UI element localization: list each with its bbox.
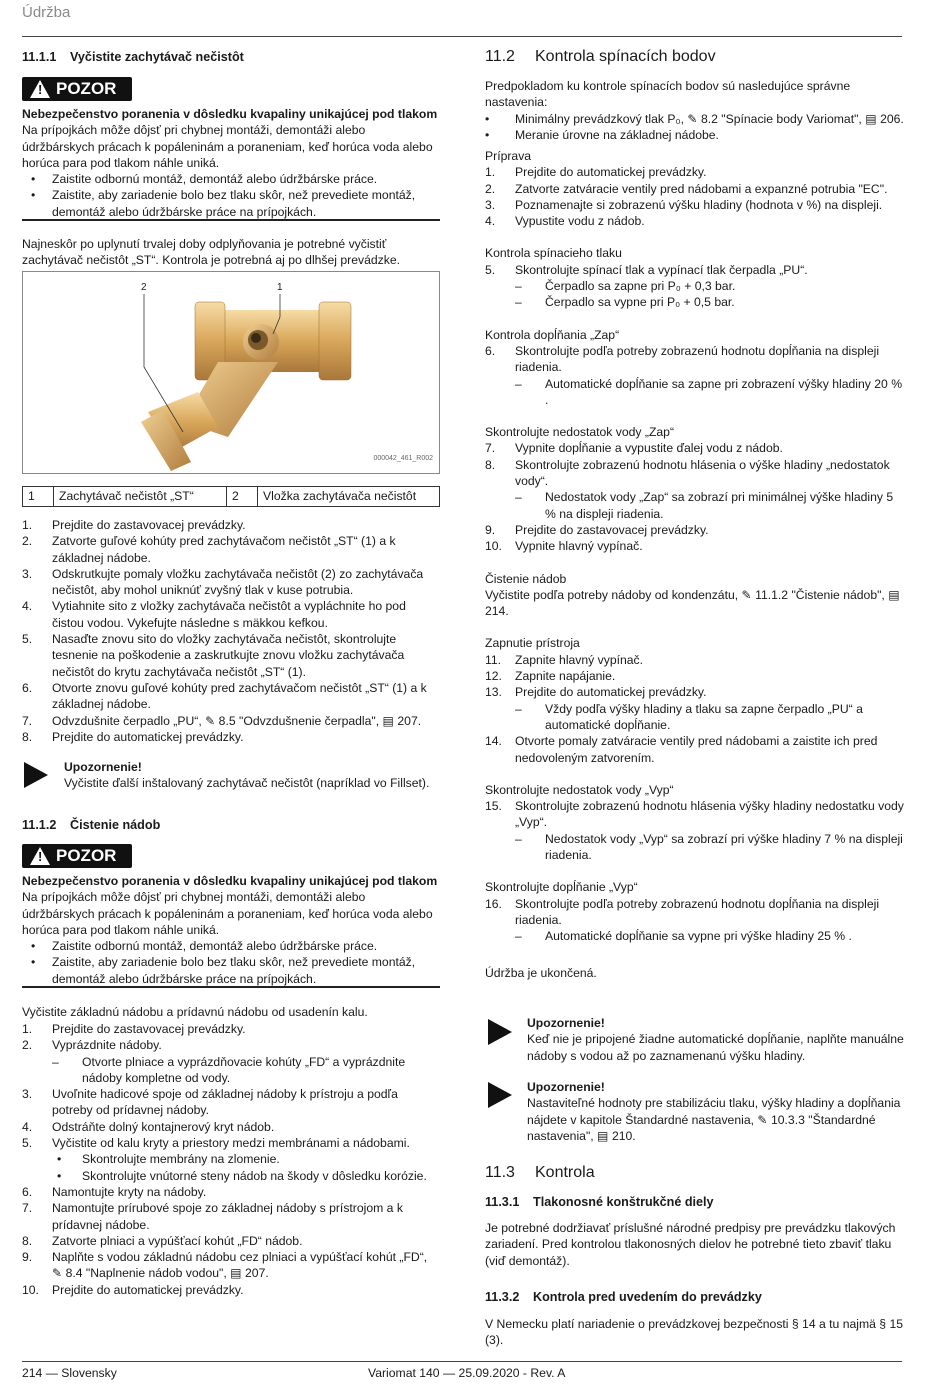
list-item	[485, 668, 905, 684]
warning-rule	[22, 219, 440, 221]
warning-title: Nebezpečenstvo poranenia v dôsledku kvapaliny unikajúcej pod tlakom	[22, 107, 438, 121]
warning-text: Na prípojkách môže dôjsť pri chybnej montáži, demontáži alebo údržbárskych prácach k popáleninám a poraneniam, keď horúca voda alebo horúca para pod tlakom náhle uniká.	[22, 890, 433, 937]
list-item-text: Zatvorte plniaci a vypúšťací kohút „FD“ nádob.	[52, 1233, 303, 1248]
list-item	[22, 1135, 440, 1151]
callout-label: 2	[141, 282, 147, 293]
list-item-number: –	[52, 1054, 59, 1069]
procedure-group	[485, 571, 905, 620]
footer-page-language: 214 — Slovensky	[22, 1366, 117, 1380]
list-item-text: Prejdite do zastavovacej prevádzky.	[52, 518, 246, 532]
note-arrow-icon	[488, 1082, 512, 1108]
section-number: 11.3.1	[485, 1195, 520, 1209]
list-item-text: Prejdite do automatickej prevádzky.	[52, 729, 244, 744]
list-item-number: 13.	[485, 685, 502, 700]
list-item-text: Vypustite vodu z nádob.	[515, 214, 645, 229]
list-item-number: –	[515, 701, 522, 716]
warning-icon: !	[30, 80, 50, 98]
section-heading-11-2	[485, 49, 905, 65]
list-item: • Meranie úrovne na základnej nádobe.	[485, 127, 719, 142]
section-title: Čistenie nádob	[70, 818, 161, 832]
list-item-text: Namontujte kryty na nádoby.	[52, 1184, 207, 1199]
warning-badge	[22, 844, 132, 868]
list-item	[22, 729, 440, 745]
list-item-text: Prejdite do zastavovacej prevádzky.	[52, 1022, 246, 1036]
group-heading: Kontrola dopĺňania „Zap“	[485, 327, 620, 342]
body-paragraph: V Nemecku platí nariadenie o prevádzkovej bezpečnosti § 14 a tu najmä § 15 (3).	[485, 1317, 904, 1348]
list-item	[22, 1184, 440, 1200]
list-item-text: Zapnite hlavný vypínač.	[515, 652, 644, 667]
list-item	[22, 1086, 440, 1119]
list-item: • Zaistite odbornú montáž, demontáž alebo údržbárske práce.	[31, 939, 378, 954]
steps-list	[485, 164, 905, 229]
group-heading: Kontrola spínacieho tlaku	[485, 246, 622, 261]
list-item-text: Prejdite do automatickej prevádzky.	[52, 1282, 244, 1297]
list-item-text: Nasaďte znovu sito do vložky zachytávača nečistôt, skontrolujte tesnenie na poškodenie a zaskrutkujte znovu vložku zachytávača nečistôt do krytu zachytávača nečistôt „ST“ (1).	[52, 632, 405, 679]
legend-number: 1	[23, 487, 54, 507]
list-item-number: 5.	[485, 262, 496, 277]
list-item	[485, 343, 905, 376]
list-item-text: Nedostatok vody „Zap“ sa zobrazí pri minimálnej výške hladiny 5 % na displeji riadenia.	[545, 490, 894, 521]
procedure-group	[485, 245, 905, 310]
steps-list	[485, 652, 905, 766]
steps-list	[485, 440, 905, 554]
section-heading-11-1-2	[22, 817, 440, 833]
list-item-number: 8.	[22, 1233, 33, 1248]
section-heading-11-3	[485, 1165, 905, 1181]
list-item-number: 4.	[22, 1119, 33, 1134]
list-item	[22, 1037, 440, 1053]
intro-paragraph: Najneskôr po uplynutí trvalej doby odplyňovania je potrebné vyčistiť zachytávač nečistôt „ST“. Kontrola je potrebná aj po dlhšej prevádzke.	[22, 237, 401, 268]
list-item	[22, 1054, 440, 1087]
warning-rule	[22, 986, 440, 988]
list-item-number: 8.	[22, 729, 33, 744]
list-item-number: 6.	[22, 680, 33, 695]
section-number: 11.1.1	[22, 50, 57, 64]
list-item-text: Skontrolujte podľa potreby zobrazenú hodnotu dopĺňania na displeji riadenia.	[515, 896, 880, 927]
steps-list	[485, 262, 905, 311]
note-arrow-icon	[24, 762, 48, 788]
list-item-number: 1.	[22, 1022, 33, 1036]
list-item	[22, 598, 440, 631]
list-item	[485, 652, 905, 668]
list-item: • Zaistite, aby zariadenie bolo bez tlaku skôr, než prevediete montáž, demontáž alebo údržbárske práce na prípojkách.	[31, 955, 416, 986]
warning-badge-label: POZOR	[56, 78, 117, 98]
list-item-text: Skontrolujte podľa potreby zobrazenú hodnotu dopĺňania na displeji riadenia.	[515, 343, 880, 375]
list-item-number: 3.	[22, 566, 33, 581]
list-item	[22, 1249, 440, 1282]
list-item-text: Minimálny prevádzkový tlak P₀, ✎ 8.2 "Spínacie body Variomat", ▤ 206.	[515, 111, 904, 126]
list-item-text: Skontrolujte zobrazenú hodnotu hlásenia výšky hladiny nedostatku vody „Vyp“.	[515, 799, 904, 830]
section-number: 11.1.2	[22, 818, 57, 832]
footer-divider	[22, 1361, 902, 1362]
list-item-text: Vždy podľa výšky hladiny a tlaku sa zapne čerpadlo „PU“ a automatické dopĺňanie.	[545, 701, 863, 732]
list-item: • Minimálny prevádzkový tlak P₀, ✎ 8.2 "Spínacie body Variomat", ▤ 206.	[485, 111, 904, 126]
list-item	[485, 733, 905, 766]
list-item-text: Vypnite hlavný vypínač.	[515, 539, 643, 554]
list-item-number: 1.	[22, 518, 33, 532]
list-item	[22, 680, 440, 713]
list-item-text: Otvorte znovu guľové kohúty pred zachytávačom nečistôt „ST“ (1) a k základnej nádobe.	[52, 680, 427, 712]
warning-bullets	[22, 938, 440, 987]
list-item	[22, 1151, 440, 1167]
list-item	[485, 294, 905, 310]
list-item-number: 10.	[22, 1282, 39, 1297]
running-header: Údržba	[22, 4, 71, 21]
list-item-number: 8.	[485, 457, 496, 472]
warning-badge-label: POZOR	[56, 845, 117, 865]
list-item	[485, 181, 905, 197]
list-item	[22, 1233, 440, 1249]
note-text: Vyčistite ďalší inštalovaný zachytávač nečistôt (napríklad vo Fillset).	[64, 776, 430, 791]
list-item	[485, 538, 905, 554]
list-item	[22, 631, 440, 680]
list-item	[485, 928, 905, 944]
list-item-number: 16.	[485, 896, 502, 911]
footer-product-revision: Variomat 140 — 25.09.2020 - Rev. A	[368, 1366, 566, 1380]
note-block	[527, 1079, 905, 1144]
section-title: Kontrola spínacích bodov	[535, 48, 716, 65]
list-item-number: 5.	[22, 632, 33, 647]
list-item-number: 2.	[22, 534, 33, 549]
list-item-number: 2.	[485, 181, 496, 196]
note-text: Keď nie je pripojené žiadne automatické dopĺňanie, naplňte manuálne nádoby s vodou až po zaznamenanú výšku hladiny.	[527, 1032, 904, 1063]
warning-title: Nebezpečenstvo poranenia v dôsledku kvapaliny unikajúcej pod tlakom	[22, 874, 438, 888]
list-item	[485, 164, 905, 180]
list-item-text: Odstráňte dolný kontajnerový kryt nádob.	[52, 1119, 275, 1134]
list-item	[485, 831, 905, 864]
warning-block	[22, 873, 440, 987]
list-item	[22, 1119, 440, 1135]
list-item-text: Zaistite odbornú montáž, demontáž alebo údržbárske práce.	[52, 172, 378, 187]
list-item	[485, 701, 905, 734]
list-item-number: 15.	[485, 799, 502, 814]
group-heading: Zapnutie prístroja	[485, 636, 580, 651]
warning-text: Na prípojkách môže dôjsť pri chybnej montáži, demontáži alebo údržbárskych prácach k popáleninám a poraneniam, keď horúca voda alebo horúca para pod tlakom náhle uniká.	[22, 123, 433, 170]
list-item-number: 4.	[22, 599, 33, 614]
list-item	[22, 533, 440, 566]
list-item-number: •	[57, 1152, 62, 1167]
list-item-number: 14.	[485, 734, 502, 749]
list-item-text: Otvorte pomaly zatváracie ventily pred nádobami a zaistite ich pred nedovoleným zatvorením.	[515, 734, 878, 765]
list-item-text: Skontrolujte spínací tlak a vypínací tlak čerpadla „PU“.	[515, 262, 808, 277]
list-item-number: 3.	[485, 197, 496, 212]
list-item-number: 7.	[485, 441, 496, 456]
list-item: • Zaistite odbornú montáž, demontáž alebo údržbárske práce.	[31, 172, 378, 187]
callout-label: 1	[277, 282, 283, 293]
list-item-number: 6.	[485, 343, 496, 358]
list-item	[485, 896, 905, 929]
section-title: Vyčistite zachytávač nečistôt	[70, 50, 244, 64]
section-number: 11.2	[485, 48, 515, 65]
list-item-text: Prejdite do zastavovacej prevádzky.	[515, 522, 709, 537]
list-item	[22, 1282, 440, 1298]
list-item-number: 12.	[485, 669, 502, 684]
strainer-figure	[22, 271, 440, 474]
list-item-text: Vyprázdnite nádoby.	[52, 1038, 162, 1053]
list-item-text: Čerpadlo sa zapne pri P₀ + 0,3 bar.	[545, 279, 736, 294]
section-number: 11.3	[485, 1164, 515, 1181]
table-row	[23, 487, 440, 507]
list-item-number: 7.	[22, 713, 33, 728]
list-item	[22, 517, 440, 533]
list-item-text: Zaistite, aby zariadenie bolo bez tlaku skôr, než prevediete montáž, demontáž alebo údržbárske práce na prípojkách.	[52, 188, 416, 219]
list-item-number: 10.	[485, 539, 502, 554]
list-item-text: Prejdite do automatickej prevádzky.	[515, 165, 707, 180]
list-item-text: Zatvorte guľové kohúty pred zachytávačom nečistôt „ST“ (1) a k základnej nádobe.	[52, 534, 396, 565]
completion-text: Údržba je ukončená.	[485, 966, 597, 980]
list-item-number: 3.	[22, 1087, 33, 1102]
group-heading: Skontrolujte nedostatok vody „Zap“	[485, 425, 675, 440]
list-item	[22, 566, 440, 599]
legend-text: Zachytávač nečistôt „ST“	[54, 487, 227, 507]
section-title: Kontrola pred uvedením do prevádzky	[533, 1290, 762, 1304]
legend-number: 2	[227, 487, 258, 507]
list-item-text: Čerpadlo sa vypne pri P₀ + 0,5 bar.	[545, 295, 735, 310]
steps-list	[485, 896, 905, 945]
list-item	[485, 457, 905, 490]
procedure-group	[485, 879, 905, 944]
list-item-number: 4.	[485, 214, 496, 229]
list-item-text: Skontrolujte vnútorné steny nádob na škody v dôsledku korózie.	[82, 1168, 427, 1183]
list-item-text: Vytiahnite sito z vložky zachytávača nečistôt a vypláchnite ho pod čistou vodou. Vykefujte následne s mäkkou kefkou.	[52, 599, 406, 630]
list-item	[485, 440, 905, 456]
list-item-text: Zaistite, aby zariadenie bolo bez tlaku skôr, než prevediete montáž, demontáž alebo údržbárske práce na prípojkách.	[52, 955, 416, 986]
figure-legend	[22, 486, 440, 507]
list-item-text: Naplňte s vodou základnú nádobu cez plniaci a vypúšťací kohút „FD“, ✎ 8.4 "Naplnenie nádob vodou", ▤ 207.	[52, 1250, 428, 1281]
list-item-text: Skontrolujte membrány na zlomenie.	[82, 1152, 280, 1167]
list-item-number: –	[515, 279, 522, 294]
list-item-text: Poznamenajte si zobrazenú výšku hladiny (hodnota v %) na displeji.	[515, 197, 883, 212]
list-item-number: 5.	[22, 1136, 33, 1151]
section-heading-11-1-1	[22, 49, 440, 65]
list-item-number: 2.	[22, 1038, 33, 1053]
list-item-number: 11.	[485, 652, 502, 667]
list-item-text: Odskrutkujte pomaly vložku zachytávača nečistôt (2) zo zachytávača nečistôt, aby mohol uniknúť zvyšný tlak v kuse potrubia.	[52, 566, 424, 598]
list-item-number: 9.	[22, 1250, 33, 1265]
list-item-text: Zaistite odbornú montáž, demontáž alebo údržbárske práce.	[52, 939, 378, 954]
list-item-number: •	[57, 1168, 62, 1183]
intro-paragraph: Vyčistite základnú nádobu a prídavnú nádobu od usadenín kalu.	[22, 1005, 368, 1019]
list-item-text: Automatické dopĺňanie sa zapne pri zobrazení výšky hladiny 20 % .	[545, 376, 903, 407]
list-item-text: Prejdite do automatickej prevádzky.	[515, 685, 707, 700]
prerequisite-bullets	[485, 111, 905, 144]
steps-list	[485, 798, 905, 863]
warning-icon: !	[30, 847, 50, 865]
section-number: 11.3.2	[485, 1290, 520, 1304]
warning-block	[22, 106, 440, 220]
intro-paragraph: Predpokladom ku kontrole spínacích bodov sú nasledujúce správne nastavenia:	[485, 79, 851, 110]
list-item-number: 1.	[485, 165, 496, 180]
group-heading: Skontrolujte nedostatok vody „Vyp“	[485, 782, 674, 797]
note-arrow-icon	[488, 1019, 512, 1045]
list-item-number: –	[515, 295, 522, 310]
list-item	[485, 798, 905, 831]
body-paragraph: Je potrebné dodržiavať príslušné národné predpisy pre prevádzku tlakových zariadení. Pred kontrolou tlakonosných dielov he potrebné tieto zbaviť tlaku (viď demontáž).	[485, 1221, 896, 1268]
list-item	[22, 1021, 440, 1037]
group-heading: Príprava	[485, 149, 532, 163]
list-item-text: Zatvorte zatváracie ventily pred nádobami a expanzné potrubia "EC".	[515, 181, 888, 196]
list-item	[485, 213, 905, 229]
note-title: Upozornenie!	[64, 760, 142, 774]
figure-code: 000042_461_R002	[373, 454, 433, 462]
note-text: Nastaviteľné hodnoty pre stabilizáciu tlaku, výšky hladiny a dopĺňania nájdete v kapitole Štandardné nastavenia, ✎ 10.3.3 "Štandardné nastavenia", ▤ 210.	[527, 1096, 901, 1143]
note-block	[64, 759, 440, 792]
procedure-groups	[485, 148, 905, 960]
warning-badge	[22, 77, 132, 101]
list-item	[485, 197, 905, 213]
list-item: • Zaistite, aby zariadenie bolo bez tlaku skôr, než prevediete montáž, demontáž alebo údržbárske práce na prípojkách.	[31, 188, 416, 219]
list-item-text: Uvoľnite hadicové spoje od základnej nádoby k prístroju a podľa potreby od prídavnej nádoby.	[52, 1087, 398, 1118]
list-item-number: –	[515, 929, 522, 944]
group-heading: Čistenie nádob	[485, 571, 567, 586]
list-item-text: Vypnite dopĺňanie a vypustite ďalej vodu z nádob.	[515, 441, 783, 456]
list-item	[22, 1168, 440, 1184]
steps-list	[485, 343, 905, 408]
list-item	[485, 684, 905, 700]
list-item	[485, 278, 905, 294]
legend-text: Vložka zachytávača nečistôt	[258, 487, 440, 507]
list-item-number: 9.	[485, 522, 496, 537]
section-title: Tlakonosné konštrukčné diely	[533, 1195, 714, 1209]
section-title: Kontrola	[535, 1164, 595, 1181]
group-text: Vyčistite podľa potreby nádoby od kondenzátu, ✎ 11.1.2 "Čistenie nádob", ▤ 214.	[485, 587, 900, 619]
section-heading-11-3-2	[485, 1289, 905, 1305]
steps-list	[22, 517, 440, 745]
list-item	[485, 522, 905, 538]
list-item-text: Zapnite napájanie.	[515, 669, 616, 684]
list-item-text: Meranie úrovne na základnej nádobe.	[515, 127, 719, 142]
list-item	[22, 1200, 440, 1233]
procedure-group	[485, 327, 905, 408]
note-title: Upozornenie!	[527, 1080, 605, 1094]
note-title: Upozornenie!	[527, 1016, 605, 1030]
list-item-number: 6.	[22, 1184, 33, 1199]
list-item-number: –	[515, 831, 522, 846]
procedure-group	[485, 782, 905, 863]
list-item-text: Skontrolujte zobrazenú hodnotu hlásenia o výške hladiny „nedostatok vody“.	[515, 457, 890, 489]
list-item-number: –	[515, 490, 522, 505]
list-item	[485, 262, 905, 278]
list-item	[485, 376, 905, 409]
procedure-group	[485, 148, 905, 229]
list-item-text: Namontujte prírubové spoje zo základnej nádoby s prístrojom a k prídavnej nádobe.	[52, 1201, 403, 1232]
note-block	[527, 1015, 905, 1064]
group-heading: Skontrolujte dopĺňanie „Vyp“	[485, 880, 638, 895]
list-item	[485, 489, 905, 522]
list-item-text: Odvzdušnite čerpadlo „PU“, ✎ 8.5 "Odvzdušnenie čerpadla", ▤ 207.	[52, 713, 422, 728]
header-divider	[22, 36, 902, 37]
procedure-group	[485, 424, 905, 554]
list-item-number: –	[515, 376, 522, 391]
list-item	[22, 713, 440, 729]
list-item-text: Nedostatok vody „Vyp“ sa zobrazí pri výške hladiny 7 % na displeji riadenia.	[545, 831, 903, 862]
list-item-number: 7.	[22, 1201, 33, 1216]
callout-lines	[23, 272, 439, 473]
section-heading-11-3-1	[485, 1194, 905, 1210]
list-item-text: Vyčistite od kalu kryty a priestory medzi membránami a nádobami.	[52, 1136, 410, 1151]
list-item-text: Automatické dopĺňanie sa vypne pri výške hladiny 25 % .	[545, 929, 852, 944]
procedure-group	[485, 635, 905, 765]
steps-list	[22, 1021, 440, 1298]
list-item-text: Otvorte plniace a vyprázdňovacie kohúty „FD“ a vyprázdnite nádoby kompletne od vody.	[82, 1054, 406, 1085]
prerequisites	[485, 78, 905, 143]
warning-bullets	[22, 171, 440, 220]
